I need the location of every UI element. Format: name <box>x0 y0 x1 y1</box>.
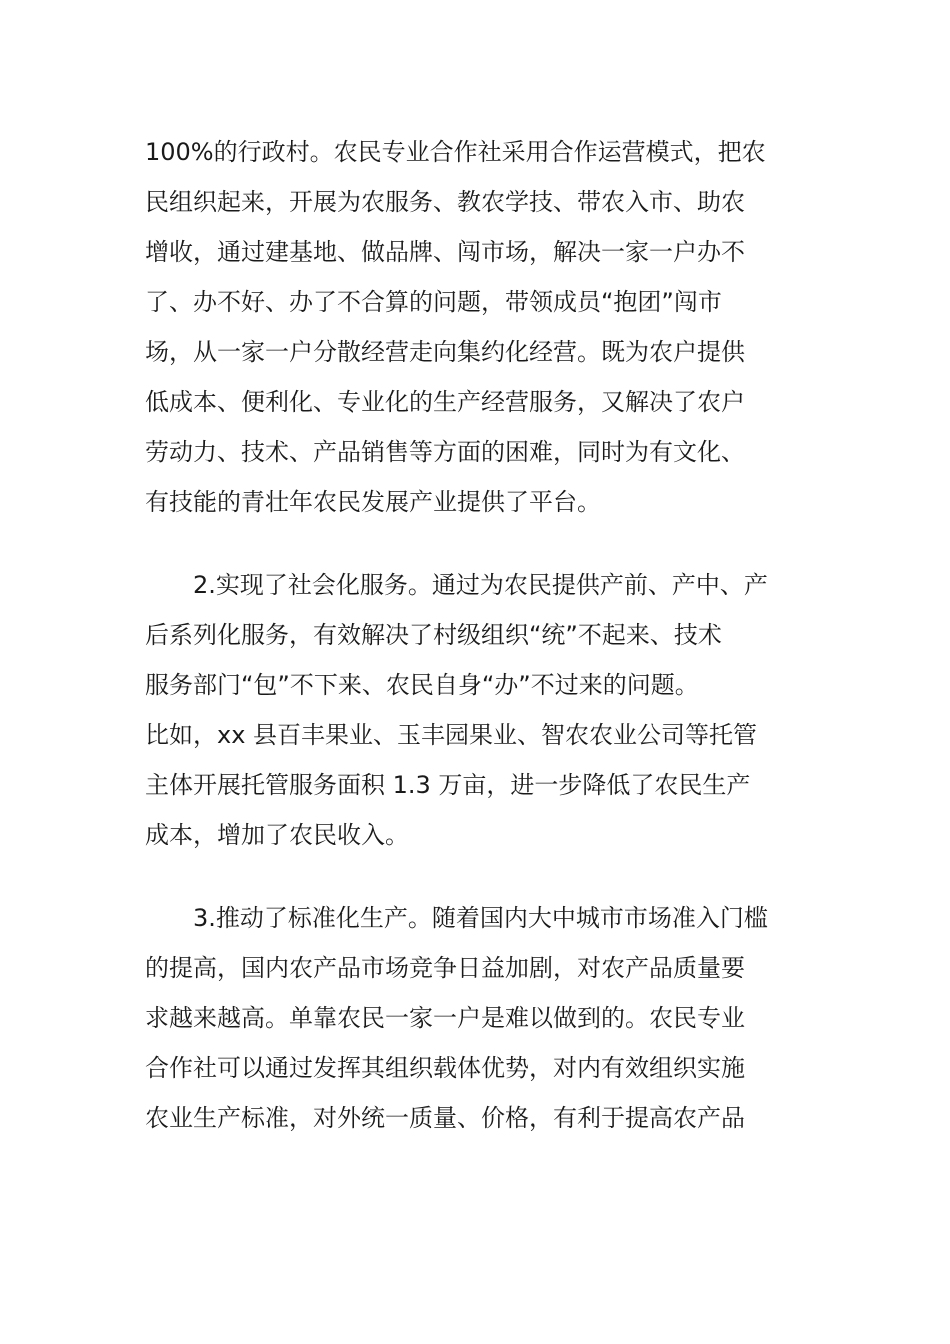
text-line: 农业生产标准，对外统一质量、价格，有利于提高农产品 <box>145 1104 745 1132</box>
text-line: 成本，增加了农民收入。 <box>145 821 409 849</box>
text-line: 求越来越高。单靠农民一家一户是难以做到的。农民专业 <box>145 1004 745 1032</box>
text-line: 增收，通过建基地、做品牌、闯市场，解决一家一户办不 <box>145 238 745 266</box>
text-line: 场，从一家一户分散经营走向集约化经营。既为农户提供 <box>145 338 745 366</box>
text-line: 后系列化服务，有效解决了村级组织“统”不起来、技术 <box>145 621 722 649</box>
text-line: 2.实现了社会化服务。通过为农民提供产前、产中、产 <box>193 571 768 599</box>
text-line: 劳动力、技术、产品销售等方面的困难，同时为有文化、 <box>145 438 745 466</box>
text-line: 民组织起来，开展为农服务、教农学技、带农入市、助农 <box>145 188 745 216</box>
text-line: 比如，xx 县百丰果业、玉丰园果业、智农农业公司等托管 <box>145 721 758 749</box>
text-line: 100%的行政村。农民专业合作社采用合作运营模式，把农 <box>145 138 766 166</box>
text-line: 有技能的青壮年农民发展产业提供了平台。 <box>145 488 601 516</box>
text-line: 的提高，国内农产品市场竞争日益加剧，对农产品质量要 <box>145 954 745 982</box>
paragraph-spacer <box>145 527 810 560</box>
text-line: 了、办不好、办了不合算的问题，带领成员“抱团”闯市 <box>145 288 722 316</box>
paragraph-spacer <box>145 860 810 893</box>
document-body <box>145 127 810 1143</box>
text-line: 服务部门“包”不下来、农民自身“办”不过来的问题。 <box>145 671 699 699</box>
paragraph-socialized-service <box>145 560 810 860</box>
paragraph-cooperative-model <box>145 127 810 527</box>
text-line: 合作社可以通过发挥其组织载体优势，对内有效组织实施 <box>145 1054 745 1082</box>
paragraph-standardized-production <box>145 893 810 1143</box>
text-line: 3.推动了标准化生产。随着国内大中城市市场准入门槛 <box>193 904 768 932</box>
text-line: 低成本、便利化、专业化的生产经营服务，又解决了农户 <box>145 388 745 416</box>
text-line: 主体开展托管服务面积 1.3 万亩，进一步降低了农民生产 <box>145 771 751 799</box>
